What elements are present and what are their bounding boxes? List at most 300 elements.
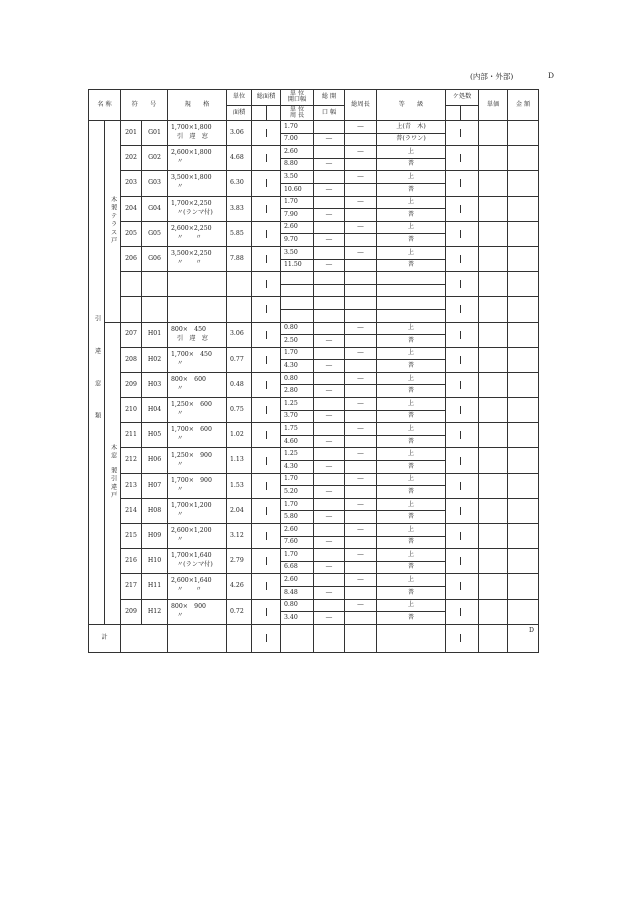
blank-spec [168,272,227,297]
blank-cell [314,284,345,297]
item-total-width [314,347,345,360]
item-amount [508,398,539,423]
item-spec: 1,250× 600 〃 [168,398,227,423]
item-unit-price [479,246,508,271]
item-total-area [252,372,281,397]
item-grade: 上 [377,246,446,259]
item-amount [508,448,539,473]
item-symbol: H05 [142,423,168,448]
item-perimeter-dash: ― [345,423,377,436]
blank-amount [508,297,539,322]
blank-number [121,297,142,322]
item-width-dash: ― [314,511,345,524]
blank-total-area [252,272,281,297]
item-grade-sub: 普 [377,410,446,423]
col-ke-count: ケ処数 [446,90,479,106]
item-total-width [314,423,345,436]
item-unit-width: 1.70 [281,121,314,134]
item-spec: 1,700×2,250 〃(ランマ付) [168,196,227,221]
item-grade-sub: 普 [377,234,446,247]
item-unit-area: 1.53 [227,473,252,498]
item-perimeter-dash: ― [345,574,377,587]
col-grade: 等 級 [377,90,446,121]
item-width-dash: ― [314,612,345,625]
item-symbol: G04 [142,196,168,221]
total-row [89,624,539,652]
blank-symbol [142,272,168,297]
blank-price [479,297,508,322]
item-spec: 2,600×1,200 〃 [168,524,227,549]
group-window-label: 木窓 製引違戸 [105,322,121,624]
item-row [89,322,539,335]
blank-area [227,297,252,322]
item-ke-count [446,398,479,423]
total-ke-count [446,624,479,652]
blank-number [121,272,142,297]
header-row-1 [89,90,539,106]
item-ke-count [446,347,479,372]
item-row [89,347,539,360]
item-total-perimeter [345,561,377,574]
item-grade: 上 [377,322,446,335]
item-unit-width: 1.70 [281,498,314,511]
item-unit-perimeter: 6.68 [281,561,314,574]
item-unit-width: 1.25 [281,448,314,461]
item-total-perimeter [345,385,377,398]
item-ke-count [446,146,479,171]
item-ke-count [446,448,479,473]
item-row [89,171,539,184]
item-spec: 800× 900 〃 [168,599,227,624]
item-total-area [252,549,281,574]
item-row [89,599,539,612]
item-unit-width: 3.50 [281,171,314,184]
item-grade: 上 [377,146,446,159]
item-unit-price [479,398,508,423]
item-total-perimeter [345,133,377,146]
item-grade-sub: 普 [377,209,446,222]
item-grade-sub: 普 [377,435,446,448]
item-unit-perimeter: 11.50 [281,259,314,272]
item-unit-width: 1.25 [281,398,314,411]
item-total-perimeter [345,536,377,549]
item-unit-width: 1.70 [281,347,314,360]
item-total-perimeter [345,435,377,448]
total-sheet-code: D [508,624,539,652]
item-symbol: H11 [142,574,168,599]
item-row [89,574,539,587]
item-spec: 3,500×1,800 〃 [168,171,227,196]
item-symbol: H10 [142,549,168,574]
item-unit-area: 5.85 [227,221,252,246]
item-total-perimeter [345,360,377,373]
item-unit-perimeter: 4.60 [281,435,314,448]
item-ke-count [446,246,479,271]
item-symbol: H12 [142,599,168,624]
item-amount [508,574,539,599]
item-unit-price [479,599,508,624]
item-row [89,549,539,562]
item-number: 201 [121,121,142,146]
item-symbol: H09 [142,524,168,549]
item-perimeter-dash: ― [345,121,377,134]
item-unit-area: 0.75 [227,398,252,423]
item-amount [508,473,539,498]
blank-row [89,297,539,310]
item-unit-area: 6.30 [227,171,252,196]
total-label: 計 [89,624,121,652]
item-grade: 上 [377,524,446,537]
item-grade: 上 [377,473,446,486]
item-perimeter-dash: ― [345,171,377,184]
item-total-area [252,221,281,246]
item-unit-price [479,322,508,347]
total-price [479,624,508,652]
col-unit-area-2: 面積 [227,105,252,121]
item-total-perimeter [345,612,377,625]
item-total-perimeter [345,461,377,474]
col-total-perimeter: 総周長 [345,90,377,121]
item-width-dash: ― [314,536,345,549]
item-grade-sub: 普(ラワン) [377,133,446,146]
item-total-width [314,372,345,385]
item-amount [508,372,539,397]
item-number: 203 [121,171,142,196]
item-total-area [252,498,281,523]
item-total-width [314,599,345,612]
item-width-dash: ― [314,435,345,448]
item-spec: 1,700× 900 〃 [168,473,227,498]
total-total-area [252,624,281,652]
item-number: 202 [121,146,142,171]
item-grade-sub: 普 [377,385,446,398]
col-code: 符 号 [121,90,168,121]
blank-cell [314,272,345,285]
item-grade-sub: 普 [377,158,446,171]
col-unit-width: 単 位 開口幅 [281,90,314,106]
item-symbol: G06 [142,246,168,271]
item-ke-count [446,196,479,221]
item-ke-count [446,423,479,448]
item-grade: 上 [377,448,446,461]
item-unit-price [479,121,508,146]
blank-cell [281,297,314,310]
item-grade-sub: 普 [377,561,446,574]
item-total-width [314,448,345,461]
item-unit-perimeter: 5.80 [281,511,314,524]
item-unit-area: 2.04 [227,498,252,523]
item-number: 211 [121,423,142,448]
item-grade-sub: 普 [377,259,446,272]
item-unit-price [479,171,508,196]
item-unit-perimeter: 4.30 [281,461,314,474]
item-total-width [314,171,345,184]
item-unit-area: 1.02 [227,423,252,448]
item-width-dash: ― [314,234,345,247]
item-width-dash: ― [314,410,345,423]
item-ke-count [446,322,479,347]
item-perimeter-dash: ― [345,372,377,385]
item-perimeter-dash: ― [345,146,377,159]
item-symbol: G05 [142,221,168,246]
item-unit-perimeter: 2.80 [281,385,314,398]
item-unit-price [479,549,508,574]
item-unit-area: 1.13 [227,448,252,473]
item-width-dash: ― [314,209,345,222]
item-total-area [252,146,281,171]
item-perimeter-dash: ― [345,347,377,360]
col-spec: 規 格 [168,90,227,121]
blank-cell [377,284,446,297]
item-unit-perimeter: 7.00 [281,133,314,146]
item-grade-sub: 普 [377,486,446,499]
item-total-area [252,599,281,624]
item-unit-area: 0.77 [227,347,252,372]
item-symbol: H01 [142,322,168,347]
item-grade-sub: 普 [377,360,446,373]
item-row [89,423,539,436]
item-total-width [314,196,345,209]
item-spec: 1,250× 900 〃 [168,448,227,473]
item-perimeter-dash: ― [345,498,377,511]
blank-cell [281,272,314,285]
item-unit-price [479,498,508,523]
item-perimeter-dash: ― [345,196,377,209]
item-symbol: H04 [142,398,168,423]
item-grade: 上 [377,549,446,562]
item-number: 205 [121,221,142,246]
blank-ke-count [446,272,479,297]
item-number: 212 [121,448,142,473]
blank-total-area [252,297,281,322]
item-spec: 3,500×2,250 〃 〃 [168,246,227,271]
item-total-perimeter [345,410,377,423]
col-total-area-tick [252,105,281,121]
item-total-perimeter [345,183,377,196]
item-amount [508,322,539,347]
col-name: 名 称 [89,90,121,121]
blank-cell [377,272,446,285]
total-cell [377,624,446,652]
item-amount [508,347,539,372]
item-spec: 2,600×1,800 〃 [168,146,227,171]
col-unit-perimeter: 単 位 周 長 [281,105,314,121]
item-ke-count [446,121,479,146]
item-total-area [252,246,281,271]
item-amount [508,549,539,574]
item-unit-width: 0.80 [281,599,314,612]
blank-cell [345,284,377,297]
item-width-dash: ― [314,133,345,146]
blank-row [89,272,539,285]
total-spec [168,624,227,652]
item-spec: 2,600×1,640 〃 〃 [168,574,227,599]
item-perimeter-dash: ― [345,549,377,562]
item-row [89,398,539,411]
item-perimeter-dash: ― [345,524,377,537]
item-row [89,146,539,159]
item-unit-area: 0.72 [227,599,252,624]
item-ke-count [446,171,479,196]
item-total-perimeter [345,158,377,171]
item-total-area [252,322,281,347]
item-ke-count [446,372,479,397]
total-code-cell [121,624,168,652]
item-total-width [314,574,345,587]
item-number: 213 [121,473,142,498]
item-total-area [252,448,281,473]
item-unit-width: 2.60 [281,574,314,587]
item-grade: 上 [377,599,446,612]
item-number: 206 [121,246,142,271]
item-amount [508,146,539,171]
item-total-width [314,121,345,134]
item-amount [508,171,539,196]
item-total-perimeter [345,234,377,247]
item-unit-width: 1.70 [281,549,314,562]
item-total-area [252,398,281,423]
item-total-area [252,196,281,221]
item-grade: 上 [377,423,446,436]
item-amount [508,246,539,271]
item-symbol: G03 [142,171,168,196]
item-number: 217 [121,574,142,599]
item-unit-price [479,423,508,448]
item-unit-price [479,372,508,397]
item-total-width [314,146,345,159]
blank-cell [345,297,377,310]
item-unit-width: 1.70 [281,196,314,209]
item-unit-area: 3.83 [227,196,252,221]
item-number: 207 [121,322,142,347]
item-amount [508,423,539,448]
item-width-dash: ― [314,259,345,272]
estimate-table [88,89,539,653]
blank-cell [345,272,377,285]
item-grade: 上 [377,171,446,184]
item-width-dash: ― [314,461,345,474]
item-perimeter-dash: ― [345,398,377,411]
total-cell [314,624,345,652]
item-symbol: H03 [142,372,168,397]
item-unit-area: 4.26 [227,574,252,599]
item-unit-price [479,196,508,221]
item-total-area [252,524,281,549]
item-row [89,121,539,134]
item-symbol: H08 [142,498,168,523]
col-total-area: 総面積 [252,90,281,106]
item-unit-width: 2.60 [281,146,314,159]
col-total-width: 総 開 [314,90,345,106]
item-spec: 1,700×1,800 引 違 窓 [168,121,227,146]
item-perimeter-dash: ― [345,221,377,234]
item-unit-perimeter: 9.70 [281,234,314,247]
item-total-width [314,322,345,335]
item-number: 204 [121,196,142,221]
item-total-perimeter [345,511,377,524]
item-row [89,448,539,461]
item-amount [508,524,539,549]
item-ke-count [446,524,479,549]
item-ke-count [446,473,479,498]
item-unit-area: 7.88 [227,246,252,271]
item-spec: 1,700× 600 〃 [168,423,227,448]
item-width-dash: ― [314,586,345,599]
group-outer-label: 引 違 窓 類 [89,121,105,625]
item-total-area [252,423,281,448]
item-width-dash: ― [314,385,345,398]
item-unit-perimeter: 4.30 [281,360,314,373]
item-unit-area: 4.68 [227,146,252,171]
item-grade: 上 [377,221,446,234]
item-width-dash: ― [314,561,345,574]
item-ke-count [446,221,479,246]
item-grade-sub: 普 [377,511,446,524]
item-total-perimeter [345,335,377,348]
item-grade-sub: 普 [377,612,446,625]
item-unit-price [479,574,508,599]
item-unit-width: 2.60 [281,221,314,234]
item-unit-area: 2.79 [227,549,252,574]
item-unit-perimeter: 2.50 [281,335,314,348]
item-grade-sub: 普 [377,536,446,549]
total-area [227,624,252,652]
item-number: 209 [121,372,142,397]
item-unit-width: 1.70 [281,473,314,486]
item-spec: 2,600×2,250 〃 〃 [168,221,227,246]
item-perimeter-dash: ― [345,473,377,486]
blank-cell [314,297,345,310]
item-total-width [314,524,345,537]
item-width-dash: ― [314,360,345,373]
item-unit-perimeter: 3.70 [281,410,314,423]
item-spec: 800× 450 引 違 窓 [168,322,227,347]
total-cell [345,624,377,652]
item-unit-area: 3.12 [227,524,252,549]
item-total-area [252,347,281,372]
item-unit-price [479,146,508,171]
item-spec: 1,700×1,640 〃(ランマ付) [168,549,227,574]
item-unit-width: 3.50 [281,246,314,259]
item-spec: 1,700×1,200 〃 [168,498,227,523]
item-total-width [314,246,345,259]
item-grade-sub: 普 [377,461,446,474]
item-grade: 上(青 木) [377,121,446,134]
item-symbol: H07 [142,473,168,498]
item-row [89,221,539,234]
item-grade: 上 [377,196,446,209]
item-perimeter-dash: ― [345,246,377,259]
blank-cell [281,309,314,322]
item-spec: 800× 600 〃 [168,372,227,397]
item-amount [508,498,539,523]
item-width-dash: ― [314,335,345,348]
item-unit-price [479,448,508,473]
item-symbol: H02 [142,347,168,372]
item-number: 208 [121,347,142,372]
blank-area [227,272,252,297]
item-row [89,524,539,537]
item-width-dash: ― [314,183,345,196]
item-grade: 上 [377,347,446,360]
item-grade-sub: 普 [377,183,446,196]
blank-cell [377,309,446,322]
item-amount [508,599,539,624]
item-grade-sub: 普 [377,586,446,599]
item-unit-width: 2.60 [281,524,314,537]
item-number: 216 [121,549,142,574]
item-width-dash: ― [314,158,345,171]
